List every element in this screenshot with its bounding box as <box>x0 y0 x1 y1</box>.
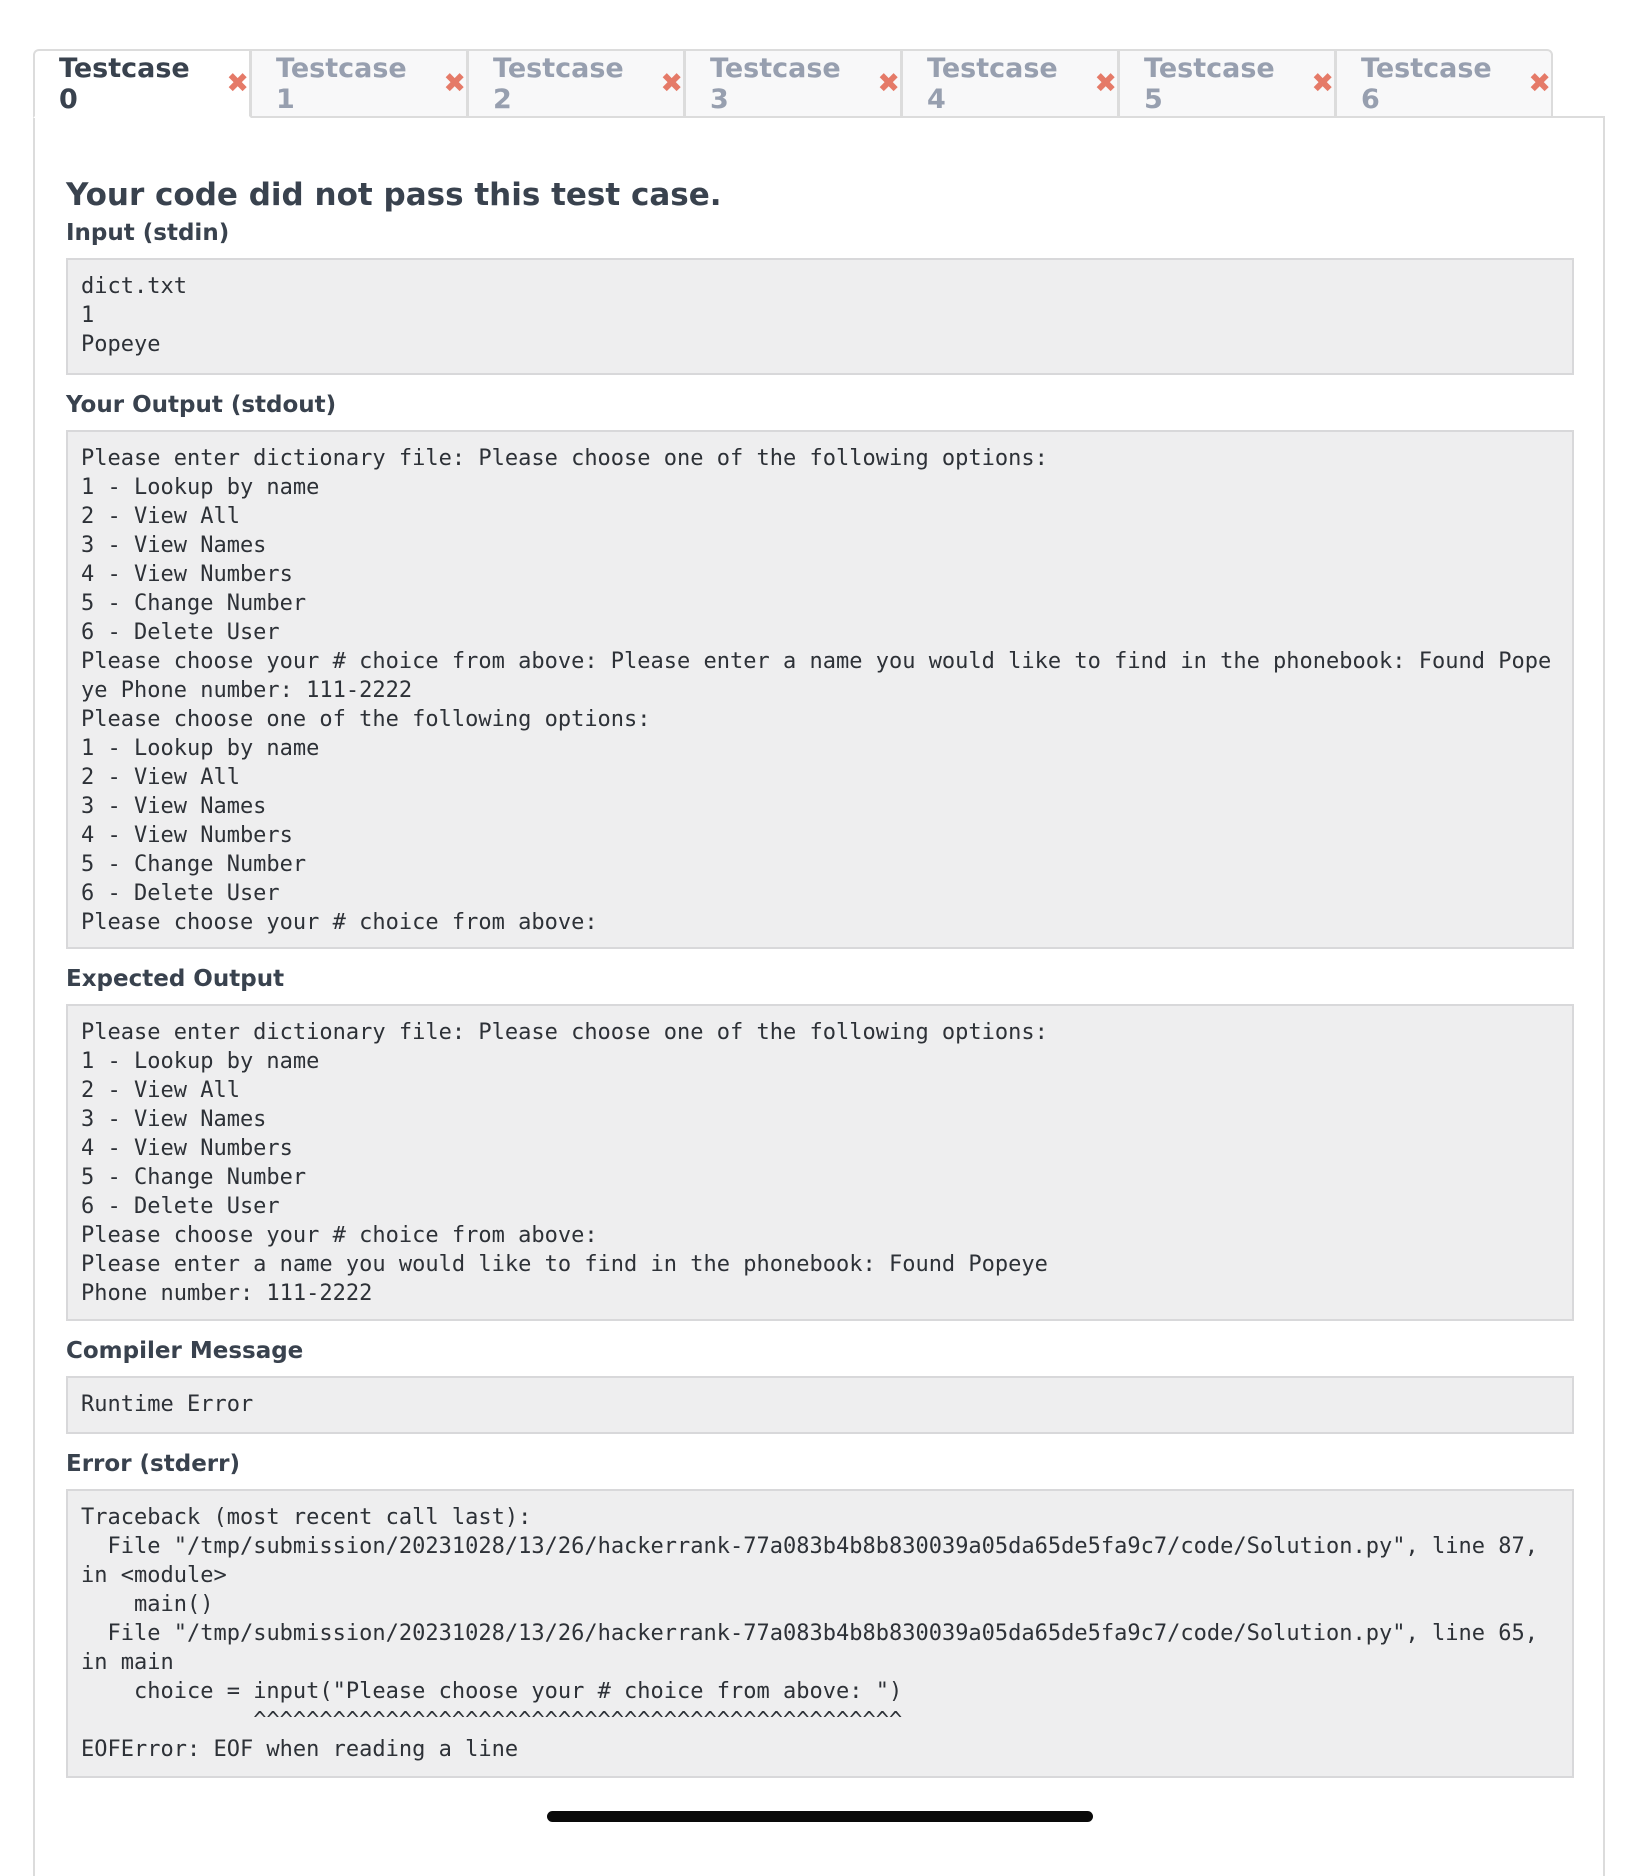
expected-output-label: Expected Output <box>66 966 285 992</box>
x-icon: ✖ <box>1311 68 1334 99</box>
tab-testcase-3[interactable] <box>684 49 902 118</box>
x-icon: ✖ <box>226 68 249 99</box>
tab-label: Testcase 5 <box>1144 52 1275 115</box>
tab-label: Testcase 0 <box>59 52 190 115</box>
tab-testcase-0[interactable] <box>33 49 251 118</box>
output-label: Your Output (stdout) <box>66 392 337 418</box>
tab-label: Testcase 2 <box>493 52 624 115</box>
x-icon: ✖ <box>443 68 466 99</box>
expected-output-box: Please enter dictionary file: Please choose one of the following options: 1 - Lookup by name 2 - View All 3 - View Names 4 - View Numbers 5 - Change Number 6 - Delete User Please choose your # choice from above: Please enter a name you would like to find in the phonebook: Found Popeye Phone number: 111-2222 <box>66 1004 1574 1321</box>
home-indicator <box>547 1811 1093 1822</box>
compiler-message-box: Runtime Error <box>66 1376 1574 1434</box>
x-icon: ✖ <box>660 68 683 99</box>
x-icon: ✖ <box>877 68 900 99</box>
testcase-result <box>66 172 1574 1778</box>
tab-label: Testcase 1 <box>276 52 407 115</box>
result-title: Your code did not pass this test case. <box>66 177 722 213</box>
stderr-label: Error (stderr) <box>66 1451 241 1477</box>
input-box: dict.txt 1 Popeye <box>66 258 1574 375</box>
tab-testcase-2[interactable] <box>467 49 685 118</box>
tab-testcase-6[interactable] <box>1335 49 1553 118</box>
tab-label: Testcase 4 <box>927 52 1058 115</box>
tab-label: Testcase 6 <box>1361 52 1492 115</box>
x-icon: ✖ <box>1094 68 1117 99</box>
stderr-box: Traceback (most recent call last): File "/tmp/submission/20231028/13/26/hackerrank-77a083b4b8b830039a05da65de5fa9c7/code/Solution.py", line 87, in <module> main() File "/tmp/submission/20231028/13/26/hackerrank-77a083b4b8b830039a05da65de5fa9c7/code/Solution.py", line 65, in main choice = input("Please choose your # choice from above: ") ^^^^^^^^^^^^^^^^^^^^^^^^^^^^^^^^^^^^^^^^^^^^^^^^^ EOFError: EOF when reading a line <box>66 1489 1574 1778</box>
input-label: Input (stdin) <box>66 220 230 246</box>
testcase-tabs <box>33 49 1552 118</box>
tab-label: Testcase 3 <box>710 52 841 115</box>
x-icon: ✖ <box>1528 68 1551 99</box>
tab-testcase-1[interactable] <box>250 49 468 118</box>
compiler-message-label: Compiler Message <box>66 1338 304 1364</box>
output-box: Please enter dictionary file: Please choose one of the following options: 1 - Lookup by name 2 - View All 3 - View Names 4 - View Numbers 5 - Change Number 6 - Delete User Please choose your # choice from above: Please enter a name you would like to find in the phonebook: Found Popeye Phone number: 111-2222 Please choose one of the following options: 1 - Lookup by name 2 - View All 3 - View Names 4 - View Numbers 5 - Change Number 6 - Delete User Please choose your # choice from above: <box>66 430 1574 949</box>
tab-testcase-5[interactable] <box>1118 49 1336 118</box>
tab-testcase-4[interactable] <box>901 49 1119 118</box>
